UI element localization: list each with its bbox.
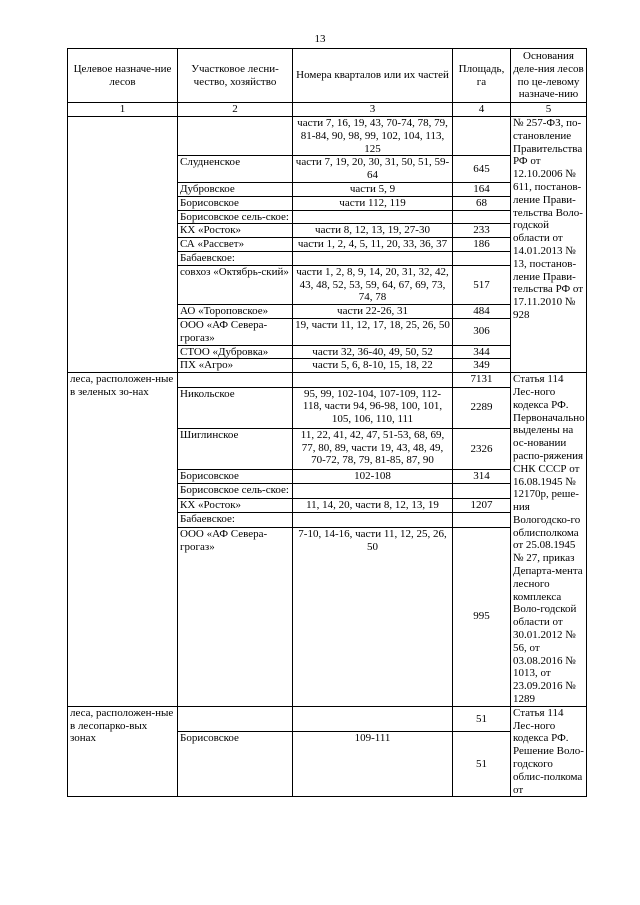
basis-cell: № 257-ФЗ, по-становление Правительства РФ от 12.10.2006 № 611, постанов-ление Прави-тельства Воло-годской области от 14.01.2013 № 13, постанов-ление Прави-тельства РФ от 17.11.2010 № 928 — [511, 116, 587, 372]
quarters-cell: части 112, 119 — [293, 196, 453, 210]
column-number: 1 — [68, 103, 178, 117]
area-cell: 314 — [453, 470, 511, 484]
unit-cell — [178, 116, 293, 155]
basis-cell: Статья 114 Лес-ного кодекса РФ. Решение Воло-годского облис-полкома от — [511, 706, 587, 797]
area-cell — [453, 484, 511, 498]
column-number: 5 — [511, 103, 587, 117]
quarters-cell: 102-108 — [293, 470, 453, 484]
page-number: 13 — [314, 33, 326, 45]
unit-cell: ООО «АФ Севера-грогаз» — [178, 318, 293, 345]
area-cell: 186 — [453, 238, 511, 252]
quarters-cell — [293, 373, 453, 387]
area-cell: 233 — [453, 224, 511, 238]
forest-purpose-table — [67, 48, 587, 797]
table-row — [68, 373, 587, 387]
basis-cell: Статья 114 Лес-ного кодекса РФ. Первоначально выделены на ос-новании распо-ряжения СНК СССР от 16.08.1945 № 12170р, реше-ния Вологодско-го облисполкома от 25.08.1945 № 27, приказ Департа-мента лесного комплекса Воло-годской области от 30.01.2012 № 56, от 03.08.2016 № 1013, от 23.09.2016 № 1289 — [511, 373, 587, 707]
quarters-cell — [293, 706, 453, 732]
column-number: 2 — [178, 103, 293, 117]
area-cell: 51 — [453, 732, 511, 797]
unit-cell: КХ «Росток» — [178, 224, 293, 238]
header-quarters: Номера кварталов или их частей — [293, 49, 453, 103]
header-purpose: Целевое назначе-ние лесов — [68, 49, 178, 103]
header-unit: Участковое лесни-чество, хозяйство — [178, 49, 293, 103]
unit-cell: Никольское — [178, 387, 293, 428]
area-cell: 2326 — [453, 428, 511, 469]
purpose-cell: леса, расположен-ные в зеленых зо-нах — [68, 373, 178, 707]
quarters-cell: части 32, 36-40, 49, 50, 52 — [293, 345, 453, 359]
table-header-row — [68, 49, 587, 103]
quarters-cell: части 22-26, 31 — [293, 305, 453, 319]
quarters-cell: 109-111 — [293, 732, 453, 797]
area-cell: 164 — [453, 182, 511, 196]
unit-cell: Борисовское — [178, 196, 293, 210]
purpose-cell: леса, расположен-ные в лесопарко-вых зонах — [68, 706, 178, 797]
quarters-cell: части 8, 12, 13, 19, 27-30 — [293, 224, 453, 238]
unit-cell: ООО «АФ Севера-грогаз» — [178, 527, 293, 706]
area-cell: 995 — [453, 527, 511, 706]
area-cell — [453, 210, 511, 224]
column-number: 4 — [453, 103, 511, 117]
unit-cell: Шиглинское — [178, 428, 293, 469]
column-number: 3 — [293, 103, 453, 117]
quarters-cell: 11, 14, 20, части 8, 12, 13, 19 — [293, 498, 453, 512]
area-cell: 68 — [453, 196, 511, 210]
column-number-row — [68, 103, 587, 117]
area-total-cell: 7131 — [453, 373, 511, 387]
unit-cell: Борисовское сель-ское: — [178, 210, 293, 224]
area-cell: 2289 — [453, 387, 511, 428]
quarters-cell: части 5, 9 — [293, 182, 453, 196]
unit-cell: совхоз «Октябрь-ский» — [178, 265, 293, 304]
unit-cell: Бабаевское: — [178, 513, 293, 528]
unit-cell: СТОО «Дубровка» — [178, 345, 293, 359]
header-basis: Основания деле-ния лесов по це-левому назначе-нию — [511, 49, 587, 103]
quarters-cell — [293, 251, 453, 265]
quarters-cell — [293, 210, 453, 224]
quarters-cell — [293, 484, 453, 498]
unit-cell: Борисовское сель-ское: — [178, 484, 293, 498]
quarters-cell: 11, 22, 41, 42, 47, 51-53, 68, 69, 77, 80, 89, части 19, 43, 48, 49, 70-72, 78, 79, 81-85, 87, 90 — [293, 428, 453, 469]
table-row — [68, 116, 587, 155]
area-total-cell: 51 — [453, 706, 511, 732]
area-cell: 306 — [453, 318, 511, 345]
unit-cell: КХ «Росток» — [178, 498, 293, 512]
unit-cell: Дубровское — [178, 182, 293, 196]
area-cell — [453, 513, 511, 528]
area-cell: 484 — [453, 305, 511, 319]
area-cell: 349 — [453, 359, 511, 373]
unit-cell: Борисовское — [178, 470, 293, 484]
unit-cell — [178, 373, 293, 387]
quarters-cell: части 1, 2, 8, 9, 14, 20, 31, 32, 42, 43, 48, 52, 53, 59, 64, 67, 69, 73, 74, 78 — [293, 265, 453, 304]
area-cell — [453, 251, 511, 265]
quarters-cell: части 5, 6, 8-10, 15, 18, 22 — [293, 359, 453, 373]
unit-cell: Бабаевское: — [178, 251, 293, 265]
purpose-cell — [68, 116, 178, 372]
unit-cell: АО «Тороповское» — [178, 305, 293, 319]
area-cell: 517 — [453, 265, 511, 304]
area-cell: 1207 — [453, 498, 511, 512]
quarters-cell — [293, 513, 453, 528]
quarters-cell: 7-10, 14-16, части 11, 12, 25, 26, 50 — [293, 527, 453, 706]
unit-cell: ПХ «Агро» — [178, 359, 293, 373]
quarters-cell: 95, 99, 102-104, 107-109, 112-118, части 94, 96-98, 100, 101, 105, 106, 110, 111 — [293, 387, 453, 428]
quarters-cell: 19, части 11, 12, 17, 18, 25, 26, 50 — [293, 318, 453, 345]
unit-cell: Борисовское — [178, 732, 293, 797]
quarters-cell: части 1, 2, 4, 5, 11, 20, 33, 36, 37 — [293, 238, 453, 252]
unit-cell: СА «Рассвет» — [178, 238, 293, 252]
unit-cell — [178, 706, 293, 732]
area-cell — [453, 116, 511, 155]
quarters-cell: части 7, 19, 20, 30, 31, 50, 51, 59-64 — [293, 156, 453, 183]
table-row — [68, 706, 587, 732]
unit-cell: Слудненское — [178, 156, 293, 183]
header-area: Площадь, га — [453, 49, 511, 103]
area-cell: 344 — [453, 345, 511, 359]
quarters-cell: части 7, 16, 19, 43, 70-74, 78, 79, 81-84, 90, 98, 99, 102, 104, 113, 125 — [293, 116, 453, 155]
area-cell: 645 — [453, 156, 511, 183]
